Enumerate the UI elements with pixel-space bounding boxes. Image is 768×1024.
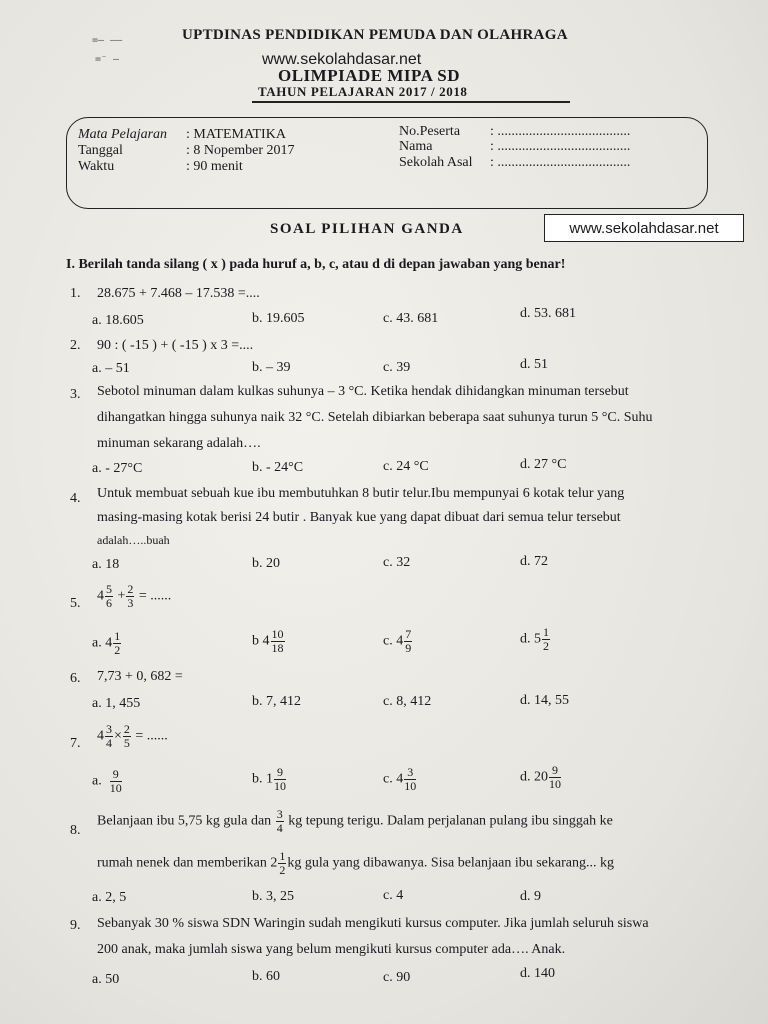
option-c[interactable] xyxy=(383,628,413,655)
option-d[interactable]: d. 72 xyxy=(520,554,548,569)
option-c[interactable]: c. 43. 681 xyxy=(383,311,439,326)
scribble-mark: =⁻ — xyxy=(95,54,120,65)
question-number: 2. xyxy=(70,338,81,353)
text-segment: kg gula yang dibawanya. Sisa belanjaan ibu sekarang... kg xyxy=(287,855,614,871)
question-number: 5. xyxy=(70,596,81,611)
option-d[interactable]: d. 53. 681 xyxy=(520,306,576,321)
fraction xyxy=(126,583,134,610)
question-text-line xyxy=(97,850,614,877)
fraction-numerator: 3 xyxy=(404,766,416,780)
option-d[interactable]: d. 14, 55 xyxy=(520,693,569,708)
time-label: Waktu xyxy=(78,159,115,174)
text-segment: Belanjaan ibu 5,75 kg gula dan xyxy=(97,813,272,829)
option-a[interactable]: a. 1, 455 xyxy=(92,696,141,711)
school-year: TAHUN PELAJARAN 2017 / 2018 xyxy=(258,84,468,99)
text-segment: kg tepung terigu. Dalam perjalanan pulang ibu singgah ke xyxy=(288,813,613,829)
participant-field[interactable]: : ...................................... xyxy=(490,124,631,139)
fraction xyxy=(404,628,412,655)
option-a[interactable]: a. 50 xyxy=(92,972,120,987)
fraction xyxy=(278,850,286,877)
question-text: 28.675 + 7.468 – 17.538 =.... xyxy=(97,286,260,301)
question-text-line: Sebotol minuman dalam kulkas suhunya – 3 °C. Ketika hendak dihidangkan minuman tersebut xyxy=(97,384,629,399)
option-c[interactable]: c. 90 xyxy=(383,970,411,985)
question-expression xyxy=(97,723,168,750)
mixed-whole: 4 xyxy=(97,728,104,744)
option-d[interactable]: d. 9 xyxy=(520,889,541,904)
fraction-denominator: 2 xyxy=(543,639,549,653)
option-d[interactable] xyxy=(520,626,551,653)
subject-value: : MATEMATIKA xyxy=(186,127,286,142)
option-prefix: a. 4 xyxy=(92,635,113,651)
fraction-numerator: 1 xyxy=(543,625,549,639)
option-b[interactable]: b. - 24°C xyxy=(252,460,304,475)
subject-label: Mata Pelajaran xyxy=(78,127,168,142)
question-text: 7,73 + 0, 682 = xyxy=(97,669,183,684)
date-label: Tanggal xyxy=(78,143,123,158)
fraction-numerator: 3 xyxy=(276,807,283,821)
event-title: OLIMPIADE MIPA SD xyxy=(278,66,460,85)
option-a[interactable]: a. – 51 xyxy=(92,361,130,376)
website-box: www.sekolahdasar.net xyxy=(544,214,744,242)
fraction xyxy=(271,628,285,655)
option-a[interactable]: a. 18.605 xyxy=(92,313,144,328)
fraction-numerator: 10 xyxy=(271,627,284,641)
instruction: I. Berilah tanda silang ( x ) pada huruf a, b, c, atau d di depan jawaban yang benar! xyxy=(66,257,566,272)
fraction xyxy=(105,583,113,610)
question-number: 8. xyxy=(70,823,81,838)
scribble-mark: =— –– xyxy=(92,35,123,46)
question-text-line: minuman sekarang adalah…. xyxy=(97,436,261,451)
fraction-numerator: 7 xyxy=(405,627,412,641)
question-number: 7. xyxy=(70,736,81,751)
option-prefix: b. 1 xyxy=(252,771,273,787)
expression-tail: = ...... xyxy=(138,588,172,604)
option-prefix: c. 4 xyxy=(383,633,404,649)
fraction-numerator: 5 xyxy=(106,582,112,596)
name-label: Nama xyxy=(399,139,433,154)
fraction xyxy=(274,766,286,793)
option-a[interactable]: a. 2, 5 xyxy=(92,890,127,905)
fraction-denominator: 10 xyxy=(274,779,286,793)
fraction-denominator: 5 xyxy=(123,736,130,750)
fraction-denominator: 6 xyxy=(106,596,112,610)
fraction xyxy=(105,723,113,750)
operator: + xyxy=(117,588,126,604)
option-c[interactable] xyxy=(383,766,417,793)
fraction-denominator: 10 xyxy=(109,781,122,795)
option-prefix: d. 5 xyxy=(520,631,541,647)
time-value: : 90 menit xyxy=(186,159,243,174)
fraction xyxy=(110,768,122,795)
option-prefix: b 4 xyxy=(252,633,270,649)
fraction xyxy=(113,630,121,657)
option-c[interactable]: c. 24 °C xyxy=(383,459,429,474)
fraction-numerator: 9 xyxy=(549,764,561,778)
participant-label: No.Peserta xyxy=(399,124,461,139)
name-field[interactable]: : ...................................... xyxy=(490,139,631,154)
question-text: 90 : ( -15 ) + ( -15 ) x 3 =.... xyxy=(97,338,254,353)
question-number: 1. xyxy=(70,286,81,301)
fraction-denominator: 4 xyxy=(106,736,112,750)
option-d[interactable] xyxy=(520,764,562,791)
option-b[interactable]: b. – 39 xyxy=(252,360,291,375)
date-value: : 8 Nopember 2017 xyxy=(186,143,295,158)
option-prefix: d. 20 xyxy=(520,769,548,785)
question-number: 6. xyxy=(70,671,81,686)
option-a[interactable] xyxy=(92,768,123,795)
option-d[interactable]: d. 27 °C xyxy=(520,457,567,472)
expression-tail: = ...... xyxy=(135,728,168,744)
fraction xyxy=(549,764,561,791)
fraction-numerator: 1 xyxy=(114,629,121,643)
fraction-denominator: 2 xyxy=(114,643,121,657)
option-b[interactable]: b. 19.605 xyxy=(252,311,305,326)
option-a[interactable] xyxy=(92,630,122,657)
question-text-line: 200 anak, maka jumlah siswa yang belum mengikuti kursus computer ada…. Anak. xyxy=(97,942,566,957)
agency-name: UPTDINAS PENDIDIKAN PEMUDA DAN OLAHRAGA xyxy=(182,27,568,43)
question-text-line: Sebanyak 30 % siswa SDN Waringin sudah mengikuti kursus computer. Jika jumlah seluruh siswa xyxy=(97,916,649,931)
option-d[interactable]: d. 140 xyxy=(520,966,555,981)
option-d[interactable]: d. 51 xyxy=(520,357,548,372)
option-b[interactable]: b. 3, 25 xyxy=(252,889,294,904)
option-b[interactable] xyxy=(252,628,286,655)
fraction xyxy=(404,766,416,793)
operator: × xyxy=(114,728,122,744)
question-text-line: masing-masing kotak berisi 24 butir . Banyak kue yang dapat dibuat dari semua telur tersebut xyxy=(97,510,621,525)
option-prefix: a. xyxy=(92,773,102,789)
fraction xyxy=(123,723,131,750)
section-title: SOAL PILIHAN GANDA xyxy=(270,221,464,237)
option-b[interactable]: b. 20 xyxy=(252,556,280,571)
option-a[interactable]: a. 18 xyxy=(92,557,120,572)
school-field[interactable]: : ...................................... xyxy=(490,155,631,170)
option-b[interactable] xyxy=(252,766,287,793)
question-text-line xyxy=(97,808,613,835)
question-expression xyxy=(97,583,171,610)
question-text-line: dihangatkan hingga suhunya naik 32 °C. Setelah dibiarkan beberapa saat suhunya turun 5 °C. Suhu xyxy=(97,410,653,425)
option-c[interactable]: c. 32 xyxy=(383,555,411,570)
question-number: 9. xyxy=(70,918,81,933)
text-segment: rumah nenek dan memberikan 2 xyxy=(97,855,278,871)
question-number: 4. xyxy=(70,491,81,506)
option-b[interactable]: b. 7, 412 xyxy=(252,694,301,709)
question-number: 3. xyxy=(70,387,81,402)
option-prefix: c. 4 xyxy=(383,771,404,787)
fraction-denominator: 10 xyxy=(549,777,561,791)
fraction-numerator: 2 xyxy=(127,582,134,596)
fraction-numerator: 9 xyxy=(110,768,122,782)
fraction-numerator: 3 xyxy=(106,722,112,736)
fraction-denominator: 2 xyxy=(279,863,286,877)
option-a[interactable]: a. - 27°C xyxy=(92,461,143,476)
school-label: Sekolah Asal xyxy=(399,155,473,170)
question-text-line: adalah…..buah xyxy=(97,533,170,547)
header-underline xyxy=(252,101,570,103)
fraction-numerator: 1 xyxy=(279,849,286,863)
mixed-whole: 4 xyxy=(97,588,104,604)
fraction-denominator: 10 xyxy=(404,779,417,793)
question-text-line: Untuk membuat sebuah kue ibu membutuhkan 8 butir telur.Ibu mempunyai 6 kotak telur yang xyxy=(97,486,625,501)
fraction-denominator: 3 xyxy=(127,596,134,610)
fraction-numerator: 9 xyxy=(274,766,286,780)
fraction-denominator: 18 xyxy=(271,641,284,655)
fraction-denominator: 4 xyxy=(276,821,283,835)
fraction-denominator: 9 xyxy=(405,641,412,655)
header-website: www.sekolahdasar.net xyxy=(262,51,422,68)
option-b[interactable]: b. 60 xyxy=(252,969,280,984)
option-c[interactable]: c. 8, 412 xyxy=(383,694,432,709)
fraction xyxy=(276,808,284,835)
option-c[interactable]: c. 39 xyxy=(383,360,411,375)
option-c[interactable]: c. 4 xyxy=(383,888,404,903)
fraction-numerator: 2 xyxy=(123,722,130,736)
fraction xyxy=(542,626,550,653)
